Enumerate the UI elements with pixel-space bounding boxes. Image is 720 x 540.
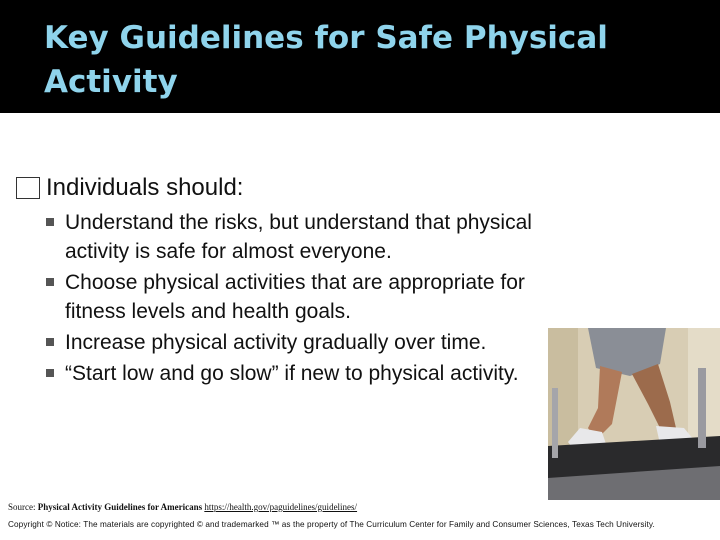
title-bar: [0, 0, 720, 113]
source-citation: [8, 502, 357, 512]
heading-row: [16, 172, 556, 204]
list-item-text: Understand the risks, but understand that physical activity is safe for almost everyone.: [65, 211, 532, 263]
content-area: [16, 172, 556, 390]
square-bullet-icon: [46, 369, 54, 377]
list-item: [16, 359, 556, 388]
list-item: [16, 328, 556, 357]
square-bullet-icon: [46, 218, 54, 226]
source-label: Source:: [8, 502, 36, 512]
square-bullet-icon: [46, 338, 54, 346]
list-item-text: Increase physical activity gradually over time.: [65, 331, 487, 354]
slide-title: Key Guidelines for Safe Physical Activity: [44, 20, 608, 100]
list-item: [16, 208, 556, 266]
treadmill-photo: [548, 328, 720, 500]
copyright-notice: Copyright © Notice: The materials are copyrighted © and trademarked ™ as the property of The Curriculum Center for Family and Consumer Sciences, Texas Tech University.: [8, 520, 655, 529]
guideline-list: [16, 208, 556, 388]
source-link[interactable]: https://health.gov/paguidelines/guidelines/: [204, 502, 358, 512]
box-bullet-icon: [16, 177, 40, 199]
list-item: [16, 268, 556, 326]
list-item-text: Choose physical activities that are appropriate for fitness levels and health goals.: [65, 271, 525, 323]
section-heading: Individuals should:: [46, 174, 244, 201]
list-item-text: “Start low and go slow” if new to physical activity.: [65, 362, 519, 385]
square-bullet-icon: [46, 278, 54, 286]
source-title: Physical Activity Guidelines for Americans: [37, 502, 203, 512]
treadmill-walker-icon: [548, 328, 720, 500]
